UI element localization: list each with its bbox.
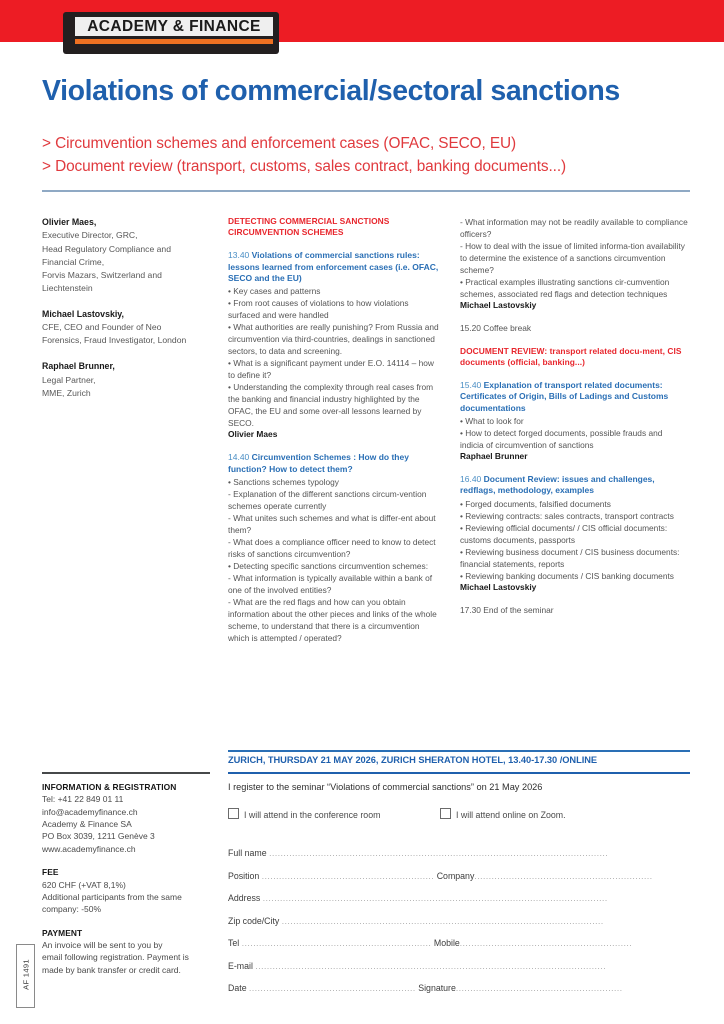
spacer <box>460 335 688 346</box>
checkbox-online-option[interactable] <box>440 808 566 820</box>
seminar-end: 17.30 End of the seminar <box>460 604 554 615</box>
form-field-row[interactable] <box>228 893 692 916</box>
talk-heading-1640 <box>460 474 688 497</box>
programme-column-middle <box>228 216 442 644</box>
field-label: E-mail <box>228 960 256 971</box>
speaker-details: CFE, CEO and Founder of Neo Forensics, Fraud Investigator, London <box>42 322 187 346</box>
fee-heading: FEE <box>42 867 59 878</box>
field-label: Tel <box>228 938 242 948</box>
checkbox-label: I will attend online on Zoom. <box>456 810 566 820</box>
field-label: Zip code/City <box>228 915 282 926</box>
info-contact <box>42 781 220 855</box>
speaker-details: Executive Director, GRC, Head Regulatory Compliance and Financial Crime, Forvis Mazars, Switzerland and Liechtenstein <box>42 230 171 293</box>
academy-finance-logo <box>63 12 279 54</box>
talk-points: • What to look for • How to detect forged documents, possible frauds and indicia of circumvention of sanctions <box>460 416 663 451</box>
form-field-row[interactable] <box>228 916 692 939</box>
speaker-entry <box>42 308 210 348</box>
form-field-row[interactable] <box>228 983 692 1006</box>
checkbox-conference-room-option[interactable] <box>228 808 380 820</box>
section-heading-document-review: DOCUMENT REVIEW: transport related docu-ment, CIS documents (official, banking...) <box>460 345 682 367</box>
talk-speaker: Raphael Brunner <box>460 451 528 462</box>
payment-lines: An invoice will be sent to you by email following registration. Payment is made by bank transfer or credit card. <box>42 940 189 975</box>
field-input-line[interactable]: .......................................................................................................................... <box>255 961 607 971</box>
spacer <box>460 594 688 605</box>
talk-heading-1440 <box>228 452 442 475</box>
checkbox-label: I will attend in the conference room <box>244 810 381 820</box>
field-input-line[interactable]: ...................................................................................................................... <box>269 849 609 858</box>
field-input-line[interactable]: ................................................................................................................ <box>281 916 604 926</box>
talk-time: 14.40 <box>228 452 252 463</box>
payment-block <box>42 927 220 976</box>
talk-title: Explanation of transport related documents: Certificates of Origin, Bills of Ladings and Customs documentations <box>460 380 669 413</box>
field-label: Full name <box>228 848 270 858</box>
reference-code: AF 1491 <box>21 959 30 990</box>
subtitle-line-1: > Circumvention schemes and enforcement cases (OFAC, SECO, EU) <box>42 135 517 152</box>
field-input-line-secondary[interactable]: .............................................................. <box>474 871 653 881</box>
field-input-line-secondary[interactable]: .......................................................... <box>455 984 623 993</box>
field-input-line[interactable]: ............................................................ <box>261 871 435 881</box>
speaker-name: Olivier Maes, <box>42 217 97 227</box>
talk-time: 16.40 <box>460 474 484 485</box>
reference-code-box <box>16 944 35 1008</box>
form-field-row[interactable] <box>228 871 692 894</box>
page-title: Violations of commercial/sectoral sanctions <box>42 75 620 107</box>
field-label: Address <box>228 893 263 903</box>
logo-orange-bar <box>75 39 273 44</box>
talk-title: Circumvention Schemes : How do they function? How to detect them? <box>228 452 409 474</box>
speakers-column <box>42 216 210 413</box>
talk-points: • Sanctions schemes typology - Explanation of the different sanctions circum-vention schemes operate currently - What unites such schemes and what is differ-ent about them? - What does a compliance officer need to know to detect risks of sanctions circumvention? • Detecting specific sanctions circumvention schemes: - What information is typically available within a bank of one of the involved entities? - What are the red flags and how can you obtain information about the other pieces and links of the whole scheme, to understand that there is a circumvention which is attempted / operated? <box>228 476 437 643</box>
field-input-line-secondary[interactable]: ............................................................ <box>459 939 633 948</box>
spacer <box>460 312 688 323</box>
talk-title: Document Review: issues and challenges, redflags, methodology, examples <box>460 474 655 496</box>
field-label: Position <box>228 870 262 881</box>
form-field-row[interactable] <box>228 961 692 984</box>
field-label-secondary: Mobile <box>431 938 460 948</box>
field-label-secondary: Signature <box>415 983 456 993</box>
talk-points: • Forged documents, falsified documents • Reviewing contracts: sales contracts, transport contracts • Reviewing official documents/ / CIS official documents: customs documents, passports • Reviewing business document / CIS business documents: financial statements, reports • Reviewing banking documents / CIS banking documents <box>460 498 680 581</box>
checkbox-icon[interactable] <box>440 808 451 819</box>
speaker-entry <box>42 216 210 295</box>
venue-line: ZURICH, THURSDAY 21 MAY 2026, ZURICH SHERATON HOTEL, 13.40-17.30 /ONLINE <box>228 755 598 765</box>
checkbox-icon[interactable] <box>228 808 239 819</box>
fee-lines: 620 CHF (+VAT 8,1%) Additional participants from the same company: -50% <box>42 879 182 915</box>
venue-divider-bottom <box>228 772 690 774</box>
field-input-line[interactable]: .......................................................... <box>249 984 416 993</box>
form-field-row[interactable] <box>228 938 692 961</box>
registration-statement: I register to the seminar “Violations of commercial sanctions” on 21 May 2026 <box>228 782 543 792</box>
field-input-line[interactable]: ........................................................................................................................ <box>262 894 608 903</box>
talk-title: Violations of commercial sanctions rules: lessons learned from enforcement cases (i.e. OFAC, SECO and the EU) <box>228 250 439 283</box>
form-field-row[interactable] <box>228 848 692 871</box>
registration-fields[interactable] <box>228 848 692 1006</box>
info-heading: INFORMATION & REGISTRATION <box>42 782 177 792</box>
coffee-break: 15.20 Coffee break <box>460 322 532 333</box>
title-divider <box>42 190 690 192</box>
speaker-details: Legal Partner, MME, Zurich <box>42 374 96 398</box>
info-divider <box>42 772 210 774</box>
talk-heading-1340 <box>228 250 442 284</box>
fee-block <box>42 866 220 915</box>
speaker-name: Michael Lastovskiy, <box>42 308 124 319</box>
talk-points: • Key cases and patterns • From root causes of violations to how violations surfaced and were handled • What authorities are really punishing? From Russia and circumvention via third-countries, dealings in sanctioned sectors, to data and screening. • What is a significant payment under E.O. 14114 – how to define it? • Understanding the complexity through real cases from the banking and financial industry highlighted by the OFAC, the EU and some over-all lessons learned by SECO. <box>228 286 439 429</box>
payment-heading: PAYMENT <box>42 927 83 938</box>
information-registration-block <box>42 781 220 987</box>
spacer <box>228 441 442 452</box>
info-contact-lines: Tel: +41 22 849 01 11 info@academyfinance.ch Academy & Finance SA PO Box 3039, 1211 Genève 3 www.academyfinance.ch <box>42 794 155 854</box>
talk-time: 15.40 <box>460 380 484 391</box>
logo-text: ACADEMY & FINANCE <box>75 17 273 36</box>
talk-speaker: Michael Lastovskiy <box>460 300 537 310</box>
field-input-line[interactable]: .................................................................. <box>241 939 432 948</box>
subtitle-line-2: > Document review (transport, customs, sales contract, banking documents...) <box>42 158 567 176</box>
speaker-name: Raphael Brunner, <box>42 361 115 372</box>
page-subtitle <box>42 132 702 179</box>
programme-column-right <box>460 216 688 617</box>
talk-speaker: Olivier Maes <box>228 429 278 440</box>
speaker-entry <box>42 360 210 400</box>
venue-divider-top <box>228 750 690 752</box>
talk-points-continued: - What information may not be readily available to compliance officers? - How to deal with the issue of limited informa-tion availability to determine the existence of a sanctions circumvention scheme? • Practical examples illustrating sanctions cir-cumvention schemes, associated red flags and detection techniques <box>460 217 688 299</box>
field-label-secondary: Company <box>434 870 475 881</box>
field-label: Date <box>228 983 250 993</box>
section-heading-detecting: DETECTING COMMERCIAL SANCTIONS CIRCUMVENTION SCHEMES <box>228 216 390 238</box>
talk-speaker: Michael Lastovskiy <box>460 581 537 592</box>
talk-time: 13.40 <box>228 250 252 261</box>
spacer <box>460 463 688 474</box>
talk-heading-1540 <box>460 380 688 414</box>
